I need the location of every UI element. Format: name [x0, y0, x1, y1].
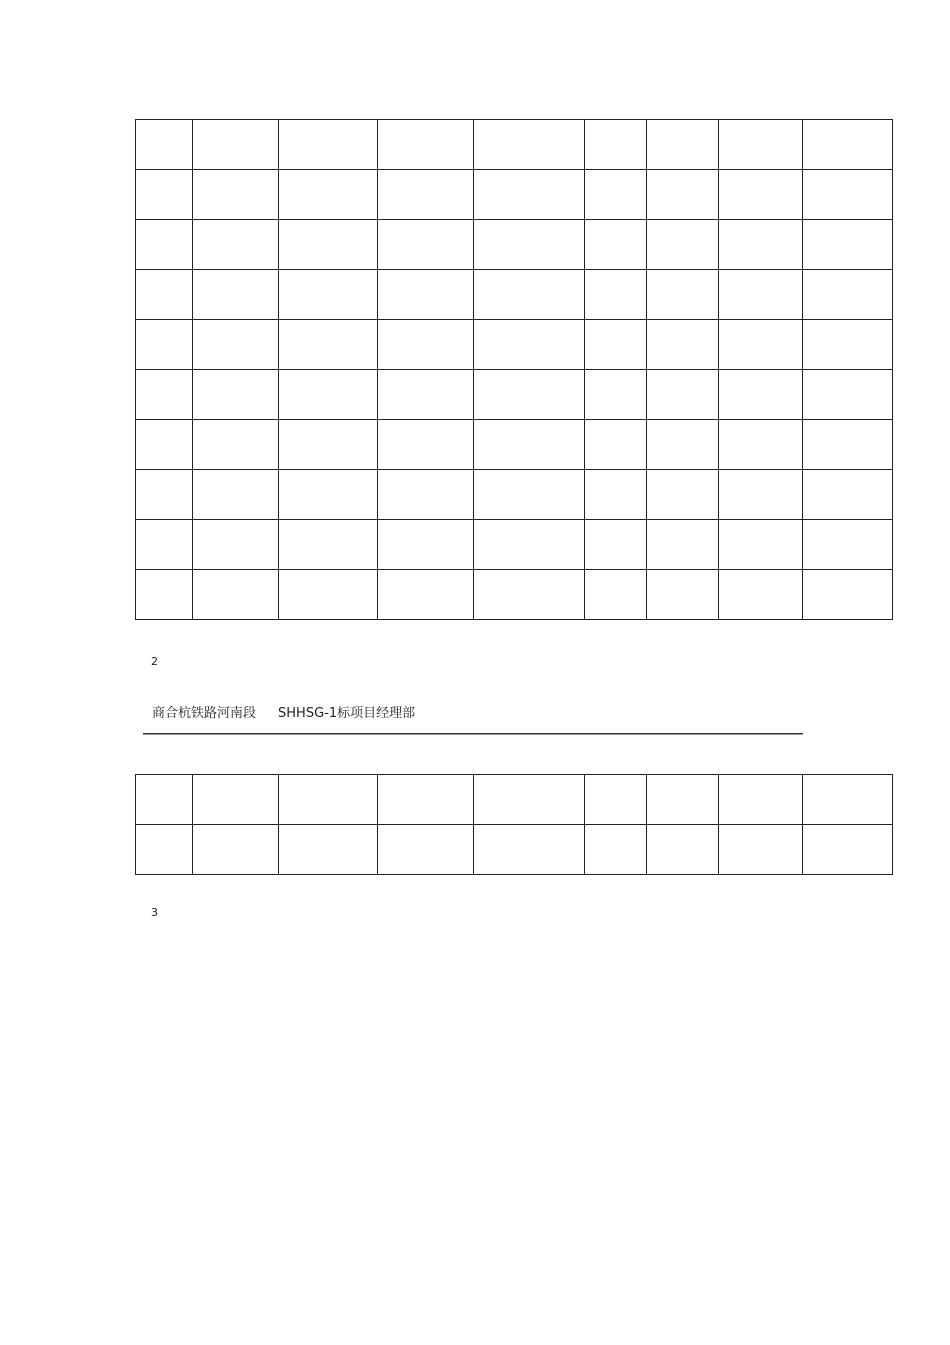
- table-cell: [719, 775, 803, 825]
- table-cell: [585, 270, 647, 320]
- table-cell: [474, 520, 585, 570]
- table-cell: [136, 520, 193, 570]
- table-row: [136, 775, 893, 825]
- table-cell: [719, 320, 803, 370]
- table-cell: [279, 470, 378, 520]
- table-cell: [647, 520, 719, 570]
- table-cell: [585, 570, 647, 620]
- table-cell: [585, 220, 647, 270]
- table-cell: [647, 825, 719, 875]
- running-header: [152, 702, 415, 721]
- table-cell: [719, 470, 803, 520]
- table-cell: [193, 170, 279, 220]
- table-cell: [803, 220, 893, 270]
- table-cell: [474, 775, 585, 825]
- table-cell: [136, 370, 193, 420]
- table-row: [136, 470, 893, 520]
- table-cell: [719, 220, 803, 270]
- table-cell: [647, 470, 719, 520]
- table-cell: [803, 120, 893, 170]
- table-cell: [193, 370, 279, 420]
- table-cell: [585, 370, 647, 420]
- table-cell: [474, 320, 585, 370]
- table-cell: [136, 420, 193, 470]
- page-number: 2: [151, 655, 158, 668]
- table-cell: [719, 520, 803, 570]
- table-cell: [279, 825, 378, 875]
- table-cell: [279, 220, 378, 270]
- table-row: [136, 320, 893, 370]
- table-cell: [719, 120, 803, 170]
- table-cell: [193, 775, 279, 825]
- table-cell: [136, 825, 193, 875]
- table-cell: [378, 420, 474, 470]
- table-cell: [647, 775, 719, 825]
- table-cell: [279, 170, 378, 220]
- table-cell: [474, 170, 585, 220]
- table-cell: [193, 120, 279, 170]
- table-cell: [474, 370, 585, 420]
- table-cell: [378, 170, 474, 220]
- table-cell: [136, 170, 193, 220]
- table-cell: [585, 320, 647, 370]
- table-cell: [647, 370, 719, 420]
- table-cell: [585, 470, 647, 520]
- table-cell: [585, 775, 647, 825]
- table-cell: [803, 170, 893, 220]
- table-cell: [803, 570, 893, 620]
- blank-grid-table-top: [135, 119, 893, 620]
- table-cell: [719, 420, 803, 470]
- table-row: [136, 520, 893, 570]
- table-cell: [279, 320, 378, 370]
- table-cell: [136, 120, 193, 170]
- header-project-name: 商合杭铁路河南段: [152, 706, 257, 721]
- table-cell: [193, 270, 279, 320]
- table-cell: [279, 520, 378, 570]
- table-cell: [719, 825, 803, 875]
- table-cell: [193, 470, 279, 520]
- table-cell: [193, 320, 279, 370]
- table-cell: [136, 220, 193, 270]
- table-cell: [279, 570, 378, 620]
- table-cell: [136, 570, 193, 620]
- table-cell: [279, 370, 378, 420]
- table-cell: [474, 825, 585, 875]
- table-cell: [136, 320, 193, 370]
- table-cell: [378, 120, 474, 170]
- table-cell: [803, 420, 893, 470]
- table-cell: [474, 270, 585, 320]
- table-cell: [136, 470, 193, 520]
- table-row: [136, 370, 893, 420]
- table-row: [136, 120, 893, 170]
- table-cell: [279, 270, 378, 320]
- table-cell: [647, 170, 719, 220]
- table-cell: [193, 420, 279, 470]
- table-cell: [803, 270, 893, 320]
- table-cell: [803, 775, 893, 825]
- table-cell: [585, 170, 647, 220]
- table-cell: [378, 320, 474, 370]
- table-cell: [279, 775, 378, 825]
- table-cell: [378, 825, 474, 875]
- header-department: SHHSG-1标项目经理部: [278, 706, 416, 721]
- table-cell: [193, 520, 279, 570]
- table-cell: [474, 120, 585, 170]
- table-row: [136, 825, 893, 875]
- table-cell: [378, 520, 474, 570]
- table-cell: [378, 775, 474, 825]
- table-cell: [719, 270, 803, 320]
- table-cell: [279, 420, 378, 470]
- table-cell: [378, 470, 474, 520]
- table-cell: [193, 220, 279, 270]
- table-cell: [474, 220, 585, 270]
- table-cell: [647, 120, 719, 170]
- table-row: [136, 420, 893, 470]
- table-row: [136, 570, 893, 620]
- table-cell: [719, 370, 803, 420]
- table-cell: [647, 320, 719, 370]
- table-cell: [585, 420, 647, 470]
- table-cell: [193, 570, 279, 620]
- table-cell: [474, 420, 585, 470]
- table-row: [136, 270, 893, 320]
- page-number: 3: [151, 906, 158, 919]
- table-cell: [585, 120, 647, 170]
- table-cell: [378, 370, 474, 420]
- table-row: [136, 170, 893, 220]
- table-cell: [279, 120, 378, 170]
- blank-grid-table-bottom: [135, 774, 893, 875]
- table-cell: [719, 170, 803, 220]
- table-cell: [719, 570, 803, 620]
- table-cell: [647, 570, 719, 620]
- table-cell: [803, 470, 893, 520]
- table-row: [136, 220, 893, 270]
- table-cell: [378, 570, 474, 620]
- header-rule: [143, 733, 803, 735]
- table-cell: [803, 520, 893, 570]
- table-cell: [647, 420, 719, 470]
- table-cell: [803, 320, 893, 370]
- table-cell: [803, 825, 893, 875]
- table-cell: [136, 775, 193, 825]
- table-cell: [474, 570, 585, 620]
- table-cell: [136, 270, 193, 320]
- table-cell: [647, 220, 719, 270]
- table-cell: [378, 220, 474, 270]
- table-cell: [193, 825, 279, 875]
- table-cell: [803, 370, 893, 420]
- table-cell: [585, 825, 647, 875]
- table-cell: [474, 470, 585, 520]
- table-cell: [378, 270, 474, 320]
- table-cell: [647, 270, 719, 320]
- table-cell: [585, 520, 647, 570]
